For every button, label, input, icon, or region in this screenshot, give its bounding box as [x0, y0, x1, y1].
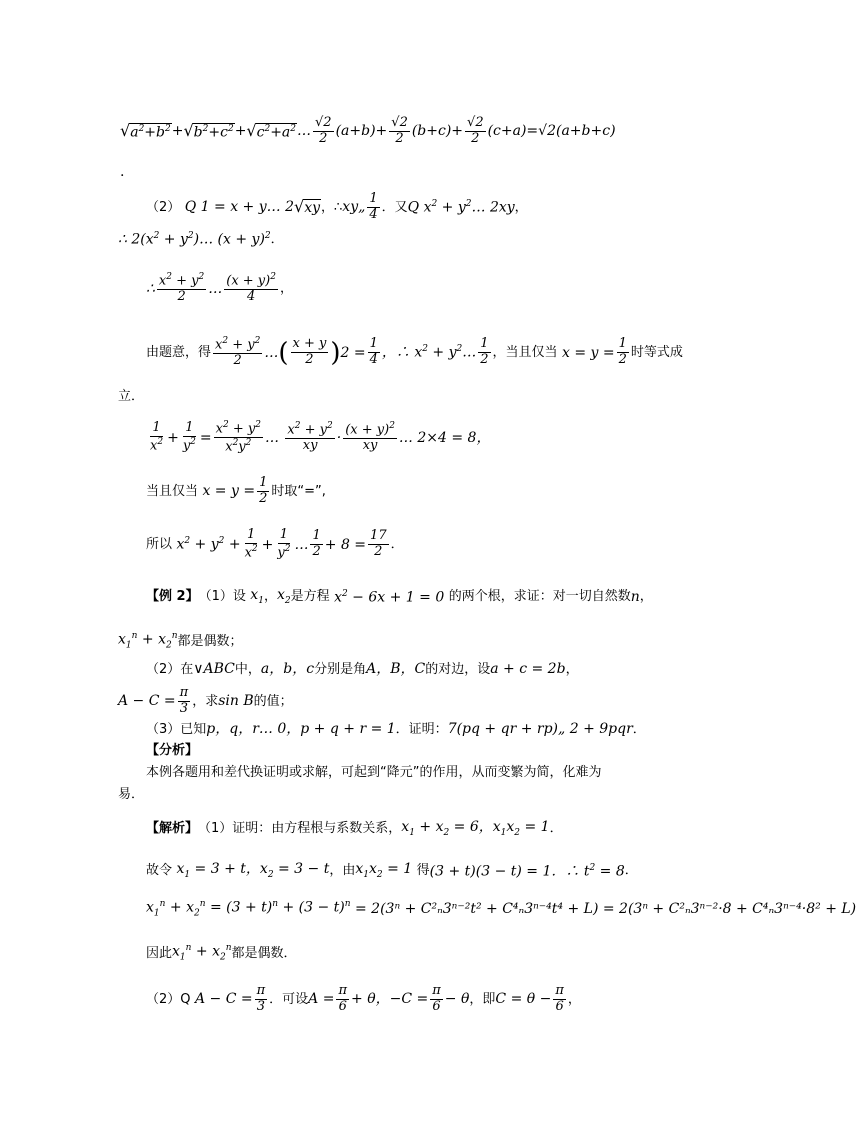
- line-by-condition: 由题意，得 $\frac{x^2 + y^2}{2}$ … ( $\frac{x + y}{2}$ ) 2 = $\frac{1}{4}$ ，∴ $x^2$ + $y^2\dots$ $\frac{1}{2}$ ，当且仅当 x = y = $\frac{1}{2}$ 时等式成: [146, 336, 683, 369]
- line-equality: 当且仅当 x = y = $\frac{1}{2}$ 时取“=”,: [146, 475, 326, 506]
- solution-part1: 【解析】 （1）证明：由方程根与系数关系， $x_1 + x_2 = 6$，$x_1x_2 = 1$ ．: [146, 819, 563, 838]
- solution-even: 因此 $x_1^n + x_2^n$ 都是偶数．: [146, 943, 297, 963]
- example-2-part1: 【例 2】 （1）设 $x_1$ ， $x_2$ 是方程 $x^2 - 6x + 1 = 0$ 的两个根，求证：对一切自然数 n ，: [146, 587, 653, 606]
- solution-expansion: $x_1^n + x_2^n = (3 + t)^n + (3 - t)^n$ = 2(3ⁿ + C²ₙ3ⁿ⁻²t² + C⁴ₙ3ⁿ⁻⁴t⁴ + L) = 2(3ⁿ + C²ₙ3ⁿ⁻²·8 + C⁴ₙ3ⁿ⁻⁴·8² + L): [146, 899, 856, 919]
- line-reciprocal: $\frac{1}{x^2}$ + $\frac{1}{y^2}$ = $\frac{x^2 + y^2}{x^2y^2}$ … $\frac{x^2 + y^2}{xy}$ · $\frac{(x + y)^2}{xy}$ … 2×4 = 8，: [150, 420, 491, 455]
- analysis-heading: 【分析】: [146, 743, 199, 758]
- line-ineq-2: ∴ $2(x^2$ + $y^2)\dots$ $(x + y)^2$ ．: [118, 231, 284, 248]
- line-conclusion: 所以 $x^2 + y^2$ + $\frac{1}{x^2}$ + $\frac{1}{y^2}$ … $\frac{1}{2}$ + 8 = $\frac{17}{2}$ ．: [146, 527, 404, 561]
- analysis-text: 本例各题用和差代换证明或求解，可起到“降元”的作用，从而变繁为简，化难为: [146, 765, 602, 780]
- example-2-part1-cont: $x_1^n + x_2^n$ 都是偶数；: [118, 631, 243, 651]
- analysis-text-cont: 易．: [118, 787, 145, 802]
- solution-part2: （2）Q A − C = $\frac{\pi}{3}$ ．可设 A = $\frac{\pi}{6}$ + θ，−C = $\frac{\pi}{6}$ − θ ，即 C = θ − $\frac{\pi}{6}$ ，: [146, 983, 581, 1014]
- solution-substitution: 故令 $x_1 = 3 + t$，$x_2 = 3 - t$ ，由 $x_1x_2 = 1$ 得 (3 + t)(3 − t) = 1．∴ $t^2 = 8$ ．: [146, 861, 638, 880]
- line-li: 立．: [118, 389, 145, 404]
- example-2-part2: （2）在 ∨ABC 中， a，b，c 分别是角 A，B，C 的对边，设 a + c = 2b ，: [146, 661, 579, 677]
- line-ineq-3: ∴ $\frac{x^2 + y^2}{2}$ … $\frac{(x + y)^2}{4}$ ，: [146, 272, 293, 305]
- line-dot: .: [120, 164, 125, 180]
- example-2-part3: （3）已知 p，q，r… 0，p + q + r = 1 ．证明： 7(pq + qr + rp)„ 2 + 9pqr ．: [146, 721, 646, 737]
- example-2-part2-cont: A − C = $\frac{\pi}{3}$ ，求 sin B 的值；: [118, 685, 293, 716]
- line-part2-start: （2） Q 1 = x + y… 2 √ xy ，∴ xy„ $\frac{1}{4}$ ．又 Q $x^2$ + $y^2\dots$ 2xy ，: [146, 191, 528, 222]
- line-sqrt-sum: √ $a^2+b^2$ + √ $b^2+c^2$ + √ $c^2+a^2$ … $\frac{√2}{2}$ (a+b)+ $\frac{√2}{2}$ (b+c)+ $\frac{√2}{2}$ (c+a)=√2(a+b+c): [120, 115, 616, 146]
